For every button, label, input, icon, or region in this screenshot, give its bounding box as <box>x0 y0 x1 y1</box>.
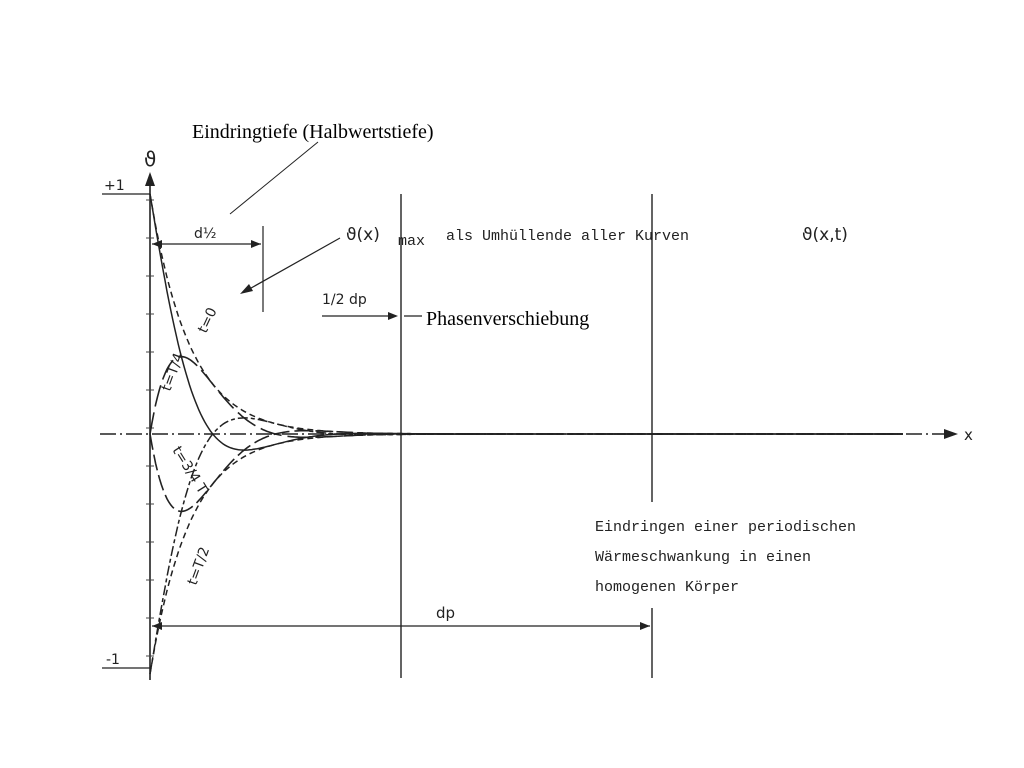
description-block <box>595 519 856 596</box>
y-axis-symbol: ϑ <box>144 147 157 171</box>
envelope-leader-arrow <box>240 284 253 294</box>
envelope-text: als Umhüllende aller Kurven <box>446 228 690 245</box>
curve-label-tT2: t=T/2 <box>184 544 214 588</box>
d-half-label: d½ <box>194 226 217 242</box>
curve-label-t3T4: t=3/4 T <box>168 443 211 497</box>
leader-lines <box>230 142 340 294</box>
envelope-leader <box>244 238 340 292</box>
d-half-arrow-left <box>152 240 162 248</box>
description-line-3: homogenen Körper <box>595 579 740 596</box>
envelope-function: ϑ(x,t) <box>802 225 848 245</box>
curve-t-quarter <box>150 357 903 438</box>
dp-label: dp <box>436 604 456 622</box>
half-dp-label: 1/2 dp <box>322 292 367 308</box>
x-axis-symbol: x <box>964 426 973 444</box>
x-axis-arrow <box>944 429 958 439</box>
phasenverschiebung-annotation: Phasenverschiebung <box>426 308 590 330</box>
y-axis-arrow <box>145 172 155 186</box>
d-half-arrow-right <box>251 240 261 248</box>
y-bottom-label: -1 <box>106 652 120 668</box>
dp-arrow-right <box>640 622 650 630</box>
curve-label-t0: t=0 <box>195 305 221 336</box>
y-top-label: +1 <box>104 178 125 194</box>
half-dp-pointer-arrow <box>388 312 398 320</box>
curve-t-half <box>150 418 903 674</box>
description-line-2: Wärmeschwankung in einen <box>595 549 812 566</box>
envelope-subscript: max <box>398 233 426 250</box>
eindringtiefe-leader <box>230 142 318 214</box>
eindringtiefe-annotation: Eindringtiefe (Halbwertstiefe) <box>192 121 434 143</box>
envelope-caption <box>346 225 848 250</box>
envelope-symbol: ϑ(x) <box>346 225 380 245</box>
description-line-1: Eindringen einer periodischen <box>595 519 857 536</box>
curve-label-tT4: t=T/4 <box>158 350 188 394</box>
curve-t-3quarter <box>150 431 903 512</box>
